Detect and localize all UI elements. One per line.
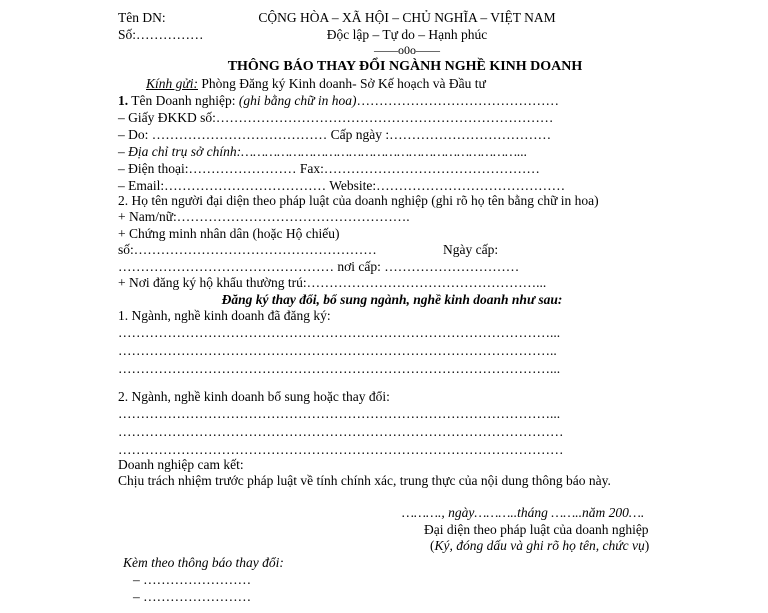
changes-line-1[interactable]: ……………………………………………………………………………………... <box>118 406 561 421</box>
address-field[interactable]: – Địa chỉ trụ sở chính:……………………………………………………………... <box>118 144 528 159</box>
registered-line-2[interactable]: …………………………………………………………………………………….. <box>118 343 557 358</box>
license-field[interactable]: – Giấy ĐKKD số:………………………………………………………………… <box>118 110 554 125</box>
recipient-line <box>146 76 486 92</box>
changes-line-3[interactable]: ……………………………………………………………………………………… <box>118 442 564 457</box>
issue-date-field[interactable]: Ngày cấp: <box>443 242 499 257</box>
national-title: CỘNG HÒA – XÃ HỘI – CHỦ NGHĨA – VIỆT NAM <box>258 10 556 25</box>
issued-by-field[interactable]: – Do: ………………………………… Cấp ngày :……………………………… <box>118 127 552 142</box>
national-motto: Độc lập – Tự do – Hạnh phúc <box>326 27 488 42</box>
changes-line-2[interactable]: ……………………………………………………………………………………… <box>118 424 564 439</box>
document-number-label: Số:…………… <box>118 27 204 42</box>
issue-place-field[interactable]: ………………………………………… nơi cấp: ………………………… <box>118 259 520 274</box>
company-name-label: Tên DN: <box>118 10 166 25</box>
id-card-label: + Chứng minh nhân dân (hoặc Hộ chiếu) <box>118 226 340 241</box>
registered-line-1[interactable]: ……………………………………………………………………………………... <box>118 325 561 340</box>
section1-note: (ghi bằng chữ in hoa) <box>238 93 357 108</box>
registration-heading: Đăng ký thay đổi, bổ sung ngành, nghề kinh doanh như sau: <box>221 292 563 307</box>
signature-date-line[interactable]: ………., ngày………..tháng ……..năm 200…. <box>402 505 645 520</box>
gender-field[interactable]: + Nam/nữ:……………………………………………. <box>118 209 410 224</box>
section1-dots: ……………………………………… <box>356 93 559 108</box>
attachment-item-1[interactable]: – …………………… <box>133 572 252 587</box>
recipient-label: Kính gửi: <box>146 76 198 91</box>
recipient-value: Phòng Đăng ký Kinh doanh- Sở Kế hoạch và Đầu tư <box>201 76 486 91</box>
signature-instruction-text: Ký, đóng dấu và ghi rõ họ tên, chức vụ <box>434 538 645 553</box>
residence-field[interactable]: + Nơi đăng ký hộ khẩu thường trú:……………………………………………... <box>118 275 547 290</box>
email-website-field[interactable]: – Email:……………………………… Website:…………………………………… <box>118 178 566 193</box>
commitment-text: Chịu trách nhiệm trước pháp luật về tính chính xác, trung thực của nội dung thông báo này. <box>118 473 611 488</box>
phone-fax-field[interactable]: – Điện thoại:…………………… Fax:………………………………………… <box>118 161 540 176</box>
registered-line-3[interactable]: ……………………………………………………………………………………... <box>118 361 561 376</box>
signature-instruction: (Ký, đóng dấu và ghi rõ họ tên, chức vụ) <box>430 538 650 553</box>
section2-heading: 2. Họ tên người đại diện theo pháp luật của doanh nghiệp (ghi rõ họ tên bằng chữ in hoa) <box>118 193 599 208</box>
commitment-heading: Doanh nghiệp cam kết: <box>118 457 244 472</box>
signature-representative: Đại diện theo pháp luật của doanh nghiệp <box>424 522 649 537</box>
registered-heading: 1. Ngành, nghề kinh doanh đã đăng ký: <box>118 308 331 323</box>
id-number-field[interactable]: số:……………………………………………… <box>118 242 377 257</box>
section1-heading <box>118 93 559 109</box>
header-ornament: ——o0o—— <box>374 43 440 57</box>
section1-number: 1. <box>118 93 129 108</box>
document-title: THÔNG BÁO THAY ĐỔI NGÀNH NGHỀ KINH DOANH <box>227 59 583 74</box>
attachment-item-2[interactable]: – …………………… <box>133 589 252 604</box>
changes-heading: 2. Ngành, nghề kinh doanh bổ sung hoặc thay đổi: <box>118 389 390 404</box>
attachments-heading: Kèm theo thông báo thay đổi: <box>123 555 284 570</box>
section1-title: Tên Doanh nghiệp: <box>128 93 236 108</box>
